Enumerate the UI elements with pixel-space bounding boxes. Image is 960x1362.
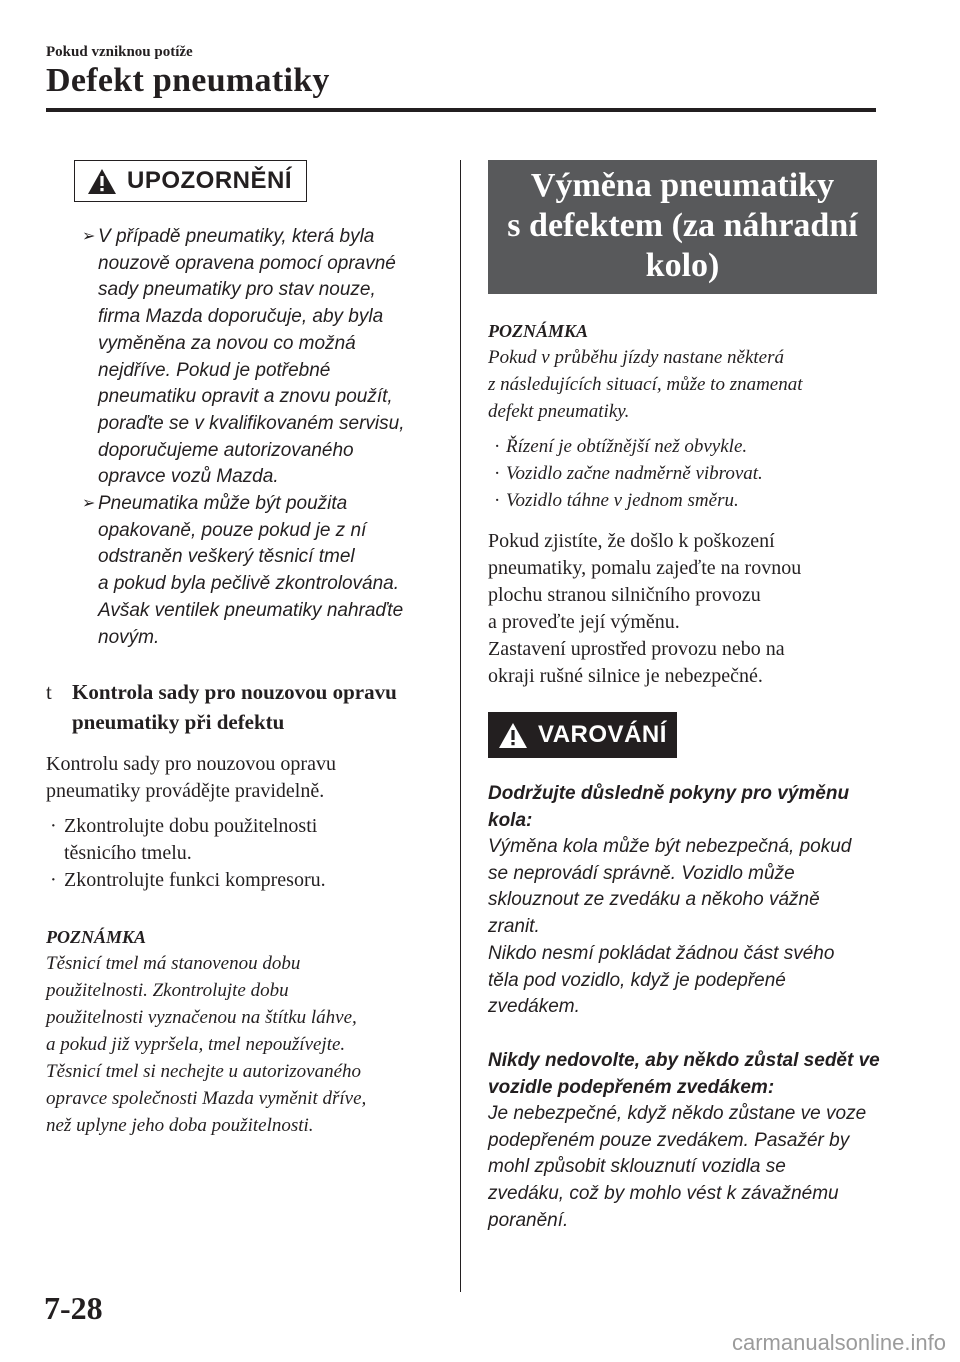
section-label: Pokud vzniknou potíže: [46, 44, 193, 60]
header-rule: [46, 108, 876, 112]
note-text: Těsnicí tmel má stanovenou dobu použitelnosti. Zkontrolujte dobu použitelnosti vyznačenou na štítku láhve, a pokud již vypršela, tmel nepoužívejte. Těsnicí tmel si nechejte u autorizovaného opravce společnosti Mazda vyměnit dříve, než uplyne jeho doba použitelnosti.: [46, 953, 367, 1137]
list-item: · Vozidlo začne nadměrně vibrovat.: [494, 463, 763, 484]
note-block: [488, 318, 880, 514]
intro-paragraph: Kontrolu sady pro nouzovou opravu pneumatiky provádějte pravidelně.: [46, 753, 336, 803]
list-item: · Řízení je obtížnější než obvykle.: [494, 436, 748, 457]
warning-block: [488, 1047, 880, 1235]
watermark[interactable]: carmanualsonline.info: [731, 1330, 946, 1355]
list-item: · Vozidlo táhne v jednom směru.: [494, 490, 739, 511]
list-item: · Zkontrolujte dobu použitelnosti těsnicího tmelu.: [50, 815, 318, 865]
warning-heading: Nikdy nedovolte, aby někdo zůstal sedět ve vozidle podepřeném zvedákem:: [488, 1049, 880, 1098]
section-title-banner: Výměna pneumatiky s defektem (za náhradní kolo): [488, 160, 877, 294]
list-item: · Zkontrolujte funkci kompresoru.: [50, 869, 326, 892]
right-column: [488, 160, 880, 1234]
arrow-bullet-icon: ➢: [82, 228, 96, 245]
warning-heading: Dodržujte důsledně pokyny pro výměnu kola:: [488, 783, 850, 831]
warning-text: Je nebezpečné, když někdo zůstane ve voze podepřeném pouze zvedákem. Pasažér by mohl způsobit sklouznutí vozidla se zvedáku, což by mohlo vést k závažnému poranění.: [488, 1102, 867, 1231]
caution-list: [46, 224, 446, 651]
warning-triangle-icon: [87, 168, 117, 195]
warning-label-wrap: [488, 712, 880, 758]
note-text: Pokud v průběhu jízdy nastane některá z následujících situací, může to znamenat defekt pneumatiky.: [488, 347, 803, 422]
section-marker-icon: t: [46, 680, 52, 705]
caution-label-text: UPOZORNĚNÍ: [127, 167, 293, 194]
symptom-list: [488, 433, 880, 514]
warning-triangle-icon: [498, 722, 528, 749]
caution-label: [74, 160, 307, 202]
subsection-heading: t Kontrola sady pro nouzovou opravu pneumatiky při defektu: [46, 677, 446, 737]
page-number: 7-28: [44, 1290, 103, 1326]
left-column: [46, 160, 446, 1139]
check-list: [46, 813, 446, 894]
column-divider: [460, 160, 461, 1292]
warning-label: [488, 712, 677, 758]
caution-item: ➢ Pneumatika může být použita opakovaně, pouze pokud je z ní odstraněn veškerý těsnicí tmel a pokud byla pečlivě zkontrolována. Avšak ventilek pneumatiky nahraďte novým.: [82, 493, 404, 648]
warning-label-text: VAROVÁNÍ: [538, 721, 667, 748]
warning-block: [488, 780, 880, 1021]
arrow-bullet-icon: ➢: [82, 495, 96, 513]
chapter-title: Defekt pneumatiky: [46, 62, 330, 99]
caution-item: ➢ V případě pneumatiky, která byla nouzově opravena pomocí opravné sady pneumatiky pro stav nouze, firma Mazda doporučuje, aby byla vyměněna za novou co možná nejdříve. Pokud je potřebné pneumatiku opravit a znovu použít, poraďte se v kvalifikovaném servisu, doporučujeme autorizovaného opravce vozů Mazda.: [82, 226, 405, 488]
body-paragraph: Pokud zjistíte, že došlo k poškození pneumatiky, pomalu zajeďte na rovnou plochu stranou silničního provozu a proveďte její výměnu. Zastavení uprostřed provozu nebo na okraji rušné silnice je nebezpečné.: [488, 530, 802, 687]
warning-text: Výměna kola může být nebezpečná, pokud se neprovádí správně. Vozidlo může sklouznout ze zvedáku a někoho vážně zranit. Nikdo nesmí pokládat žádnou část svého těla pod vozidlo, když je podepřené zvedákem.: [488, 836, 852, 1018]
note-title: POZNÁMKA: [488, 321, 589, 341]
note-block: [46, 924, 446, 1139]
note-title: POZNÁMKA: [46, 927, 147, 948]
